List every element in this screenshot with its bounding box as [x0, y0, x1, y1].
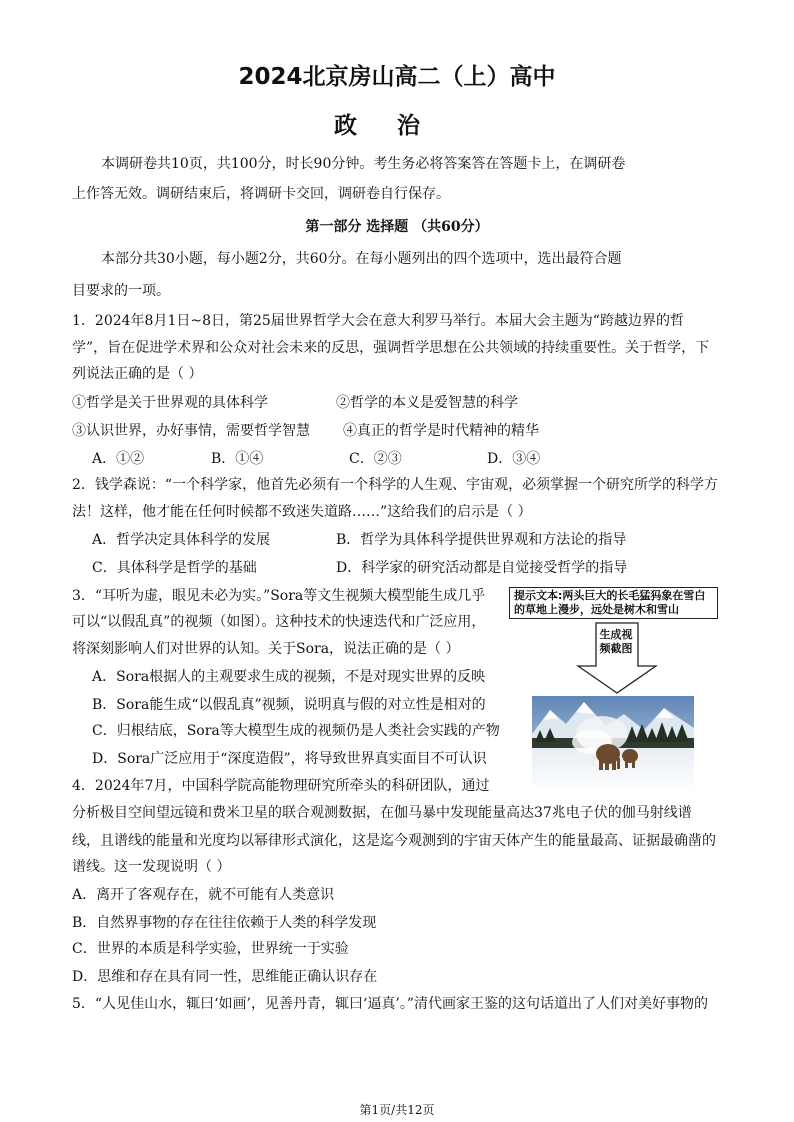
- q1-stem-2: 学”，旨在促进学术界和公众对社会未来的反思，强调哲学思想在公共领域的持续重要性。关于哲学，下: [72, 340, 710, 356]
- q1-option-c: C．②③: [349, 451, 402, 467]
- exam-title: 2024北京房山高二（上）高中: [238, 64, 556, 90]
- page-number: 第1页/共12页: [359, 1103, 435, 1117]
- mammoth-video-screenshot: [532, 696, 694, 786]
- section-desc-1: 本部分共30小题，每小题2分，共60分。在每小题列出的四个选项中，选出最符合题: [101, 251, 622, 267]
- intro-line-2: 上作答无效。调研结束后，将调研卡交回，调研卷自行保存。: [72, 186, 450, 202]
- q3-option-c: C．归根结底，Sora等大模型生成的视频仍是人类社会实践的产物: [92, 723, 500, 739]
- q2-stem-1: 2．钱学森说：“一个科学家，他首先必须有一个科学的人生观、宇宙观，必须掌握一个研究所学的科学方: [72, 477, 719, 493]
- q1-option-a: A．①②: [92, 451, 145, 467]
- q1-statement-2: ②哲学的本义是爱智慧的科学: [336, 395, 518, 411]
- arrow-label: 生成视频截图: [599, 628, 633, 655]
- subject-title: 政治: [334, 113, 460, 139]
- q4-option-d: D．思维和存在具有同一性，思维能正确认识存在: [72, 969, 378, 985]
- q4-stem-2: 分析极目空间望远镜和费米卫星的联合观测数据，在伽马暴中发现能量高达37兆电子伏的伽马射线谱: [72, 805, 692, 821]
- q3-option-b: B．Sora能生成“以假乱真”视频，说明真与假的对立性是相对的: [92, 697, 486, 713]
- q2-option-a: A．哲学决定具体科学的发展: [92, 532, 271, 548]
- q1-statement-4: ④真正的哲学是时代精神的精华: [343, 423, 539, 439]
- q1-stem-1: 1．2024年8月1日~8日，第25届世界哲学大会在意大利罗马举行。本届大会主题为“跨越边界的哲: [72, 313, 684, 329]
- q1-option-d: D．③④: [487, 451, 541, 467]
- q1-option-b: B．①④: [211, 451, 264, 467]
- prompt-text-box: 提示文本:两头巨大的长毛猛犸象在雪白的草地上漫步，远处是树木和雪山: [509, 587, 718, 619]
- q2-option-b: B．哲学为具体科学提供世界观和方法论的指导: [336, 532, 627, 548]
- q1-statement-1: ①哲学是关于世界观的具体科学: [72, 395, 268, 411]
- q4-stem-3: 线，且谱线的能量和光度均以幂律形式演化，这是迄今观测到的宇宙天体产生的能量最高、证据最确凿的: [72, 833, 716, 849]
- q3-option-d: D．Sora广泛应用于“深度造假”，将导致世界真实面目不可认识: [92, 751, 487, 767]
- q4-option-b: B．自然界事物的存在往往依赖于人类的科学发现: [72, 915, 377, 931]
- q4-stem-4: 谱线。这一发现说明（ ）: [72, 859, 231, 875]
- q3-stem-2: 可以“以假乱真”的视频（如图）。这种技术的快速迭代和广泛应用，: [72, 614, 486, 630]
- q3-option-a: A．Sora根据人的主观要求生成的视频，不是对现实世界的反映: [92, 669, 486, 685]
- q2-stem-2: 法！这样，他才能在任何时候都不致迷失道路……”这给我们的启示是（ ）: [72, 504, 532, 520]
- q4-stem-1: 4．2024年7月，中国科学院高能物理研究所牵头的科研团队，通过: [72, 778, 490, 794]
- q2-option-d: D．科学家的研究活动都是自觉接受哲学的指导: [336, 560, 628, 576]
- q3-stem-3: 将深刻影响人们对世界的认知。关于Sora，说法正确的是（ ）: [72, 641, 460, 657]
- q5-stem-1: 5．“人见佳山水，辄曰‘如画’，见善丹青，辄曰‘逼真’。”清代画家王鉴的这句话道出了人们对美好事物的: [72, 996, 709, 1012]
- q4-option-a: A．离开了客观存在，就不可能有人类意识: [72, 887, 335, 903]
- q3-stem-1: 3．“耳听为虚，眼见未必为实。”Sora等文生视频大模型能生成几乎: [72, 588, 486, 604]
- q1-statement-3: ③认识世界，办好事情，需要哲学智慧: [72, 423, 310, 439]
- q1-stem-3: 列说法正确的是（ ）: [72, 366, 203, 382]
- q4-option-c: C．世界的本质是科学实验，世界统一于实验: [72, 941, 349, 957]
- intro-line-1: 本调研卷共10页，共100分，时长90分钟。考生务必将答案答在答题卡上，在调研卷: [101, 156, 626, 172]
- section-heading: 第一部分 选择题 （共60分）: [305, 219, 489, 235]
- section-desc-2: 目要求的一项。: [72, 283, 170, 299]
- q2-option-c: C．具体科学是哲学的基础: [92, 560, 257, 576]
